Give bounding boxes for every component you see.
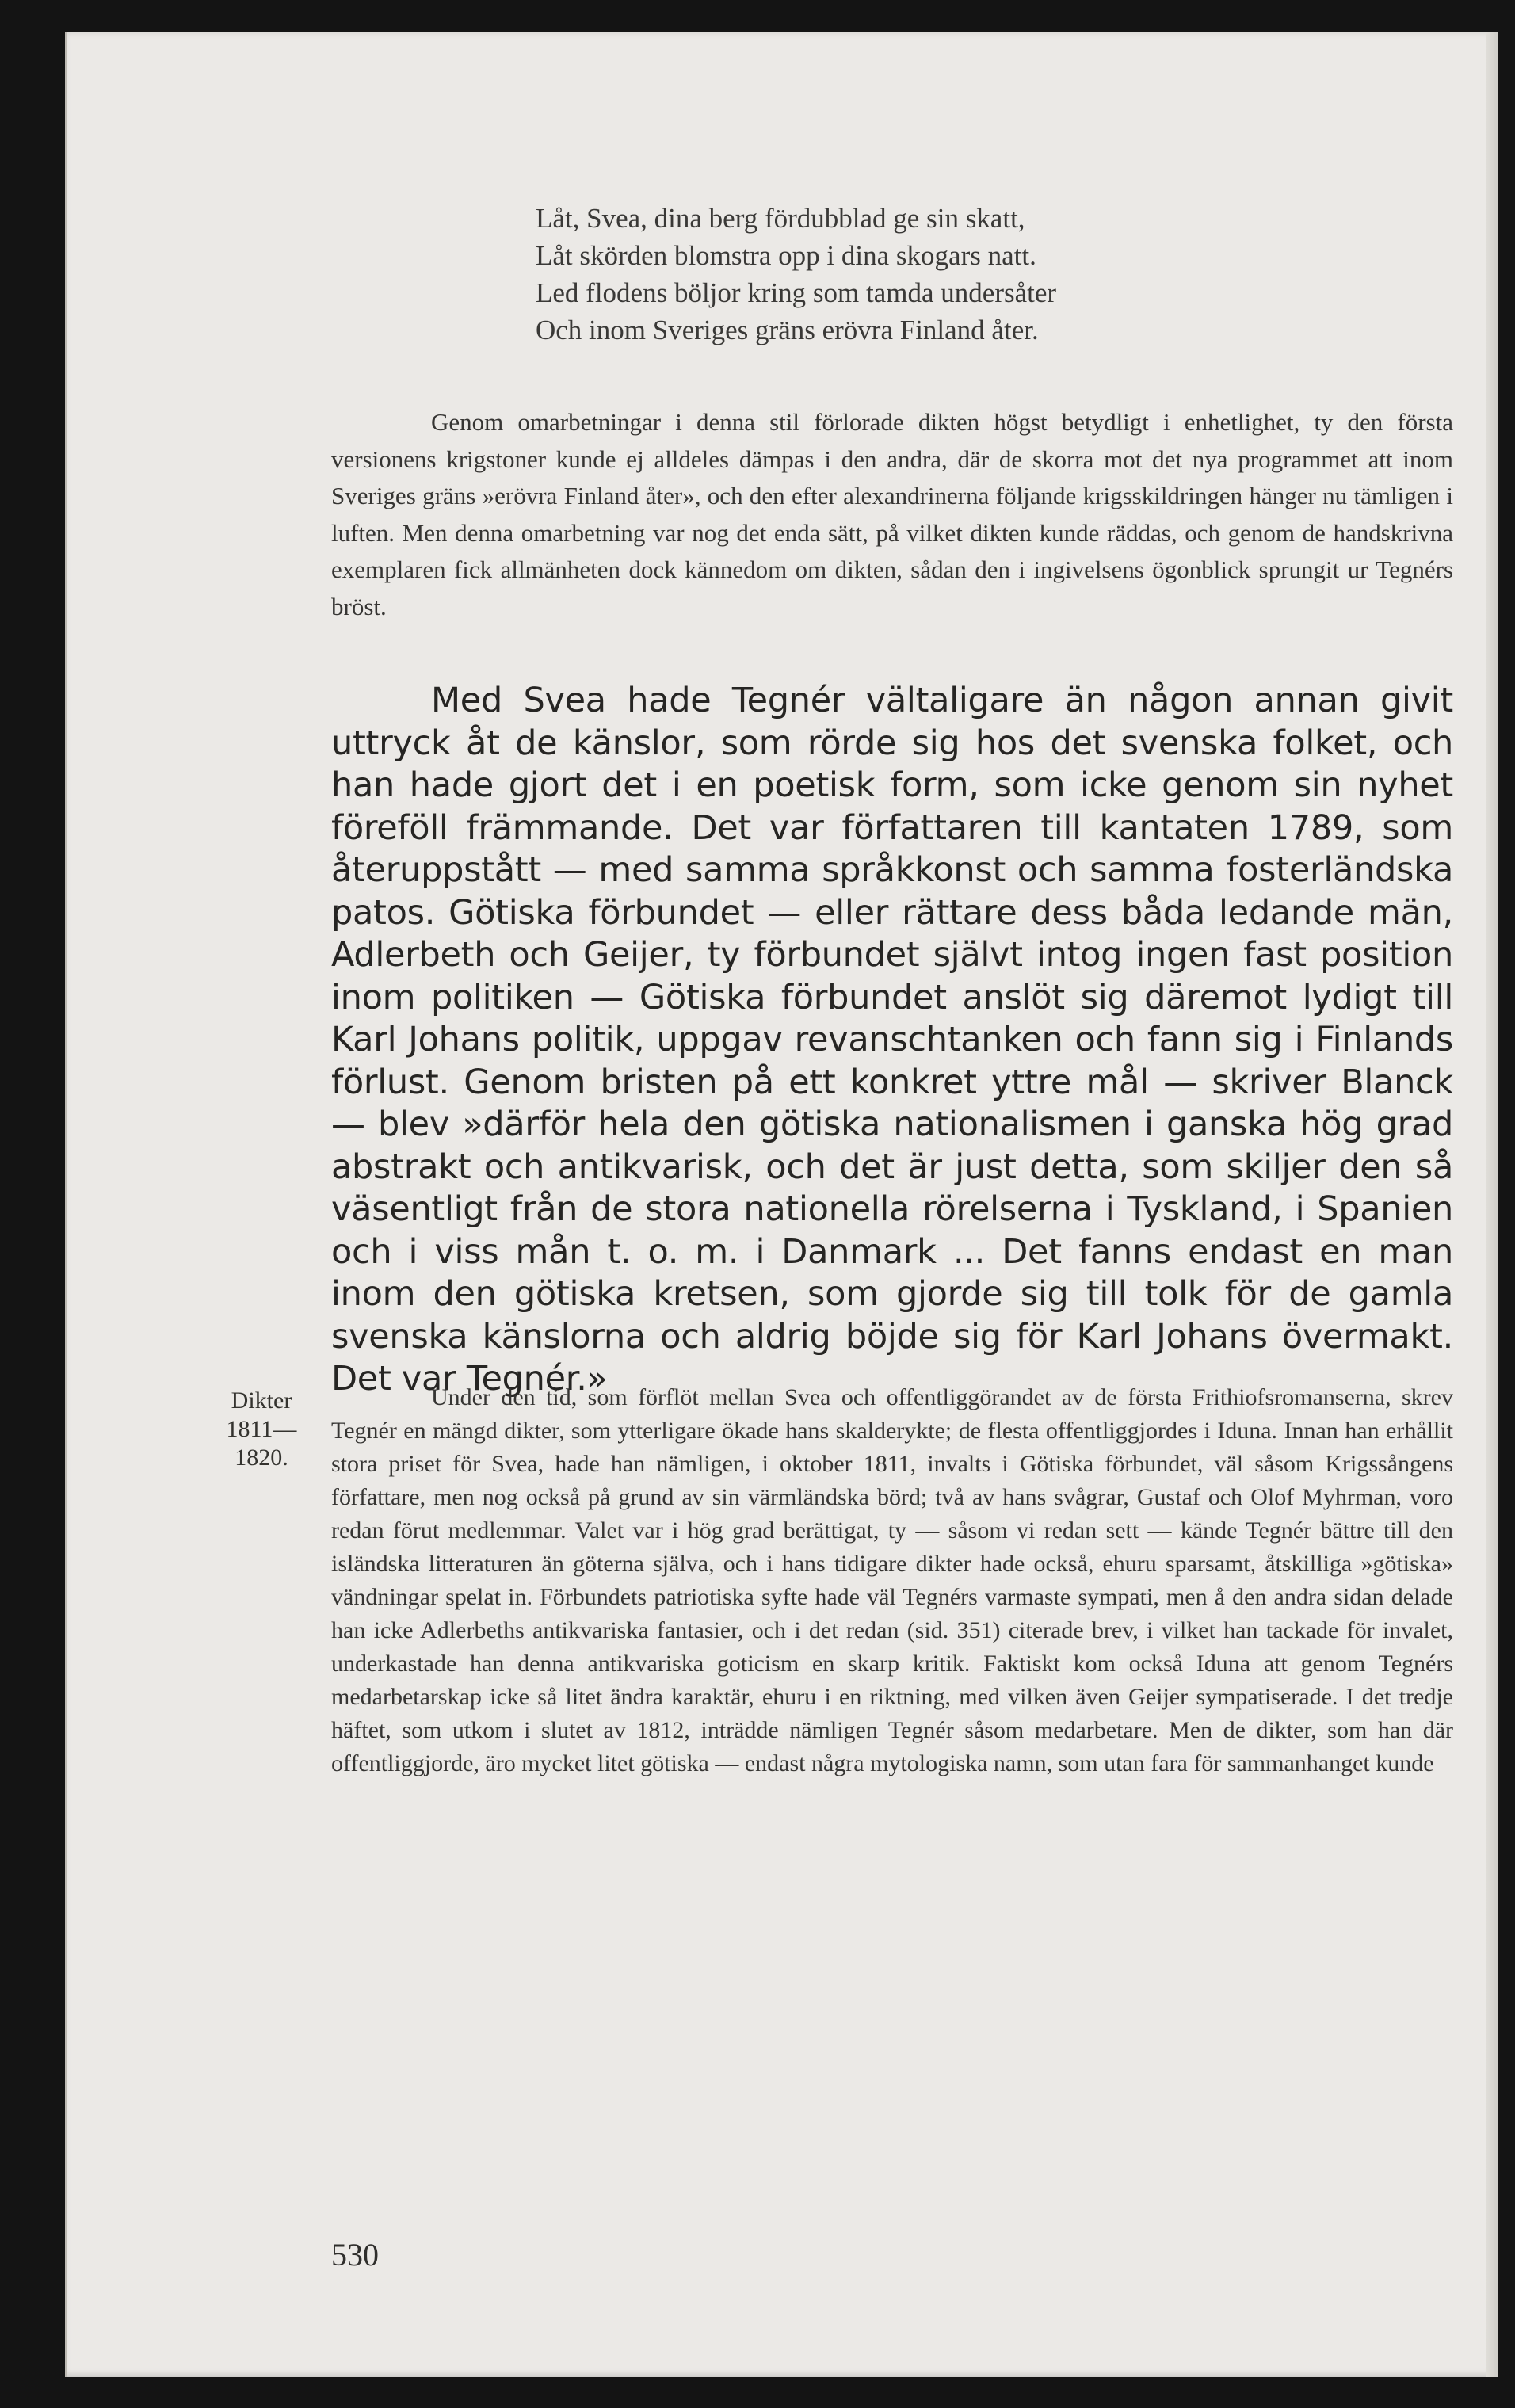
poem-line: Och inom Sveriges gräns erövra Finland åter. (536, 315, 1039, 345)
paragraph-omarbetning: Genom omarbetningar i denna stil förlorade dikten högst betydligt i enhetlighet, ty den första versionens krigstoner kunde ej alldeles dämpas i den andra, där de skorra mot det nya programmet att inom Sveriges gräns »erövra Finland åter», och den efter alexandrinerna följande krigsskildringen hänger nu tämligen i luften. Men denna omarbetning var nog det enda sätt, på vilket dikten kunde räddas, och genom de handskrivna exemplaren fick allmänheten dock kännedom om dikten, sådan den i ingivelsens ögonblick sprungit ur Tegnérs bröst. (331, 408, 1453, 620)
poem-line: Låt skörden blomstra opp i dina skogars natt. (536, 240, 1036, 271)
margin-note-line: 1811— (226, 1416, 297, 1442)
margin-note-line: 1820. (235, 1444, 288, 1471)
paragraph-quotation-blanck: Med Svea hade Tegnér vältaligare än någon annan givit uttryck åt de känslor, som rörde sig hos det svenska folket, och han hade gjort det i en poetisk form, som icke genom sin nyhet föreföll främmande. Det var författaren till kantaten 1789, som återuppstått — med samma språkkonst och samma fosterländska patos. Götiska förbundet — eller rättare dess båda ledande män, Adlerbeth och Geijer, ty förbundet självt intog ingen fast position inom politiken — Götiska förbundet anslöt sig däremot lydigt till Karl Johans politik, uppgav revanschtanken och fann sig i Finlands förlust. Genom bristen på ett konkret yttre mål — skriver Blanck — blev »därför hela den götiska nationalismen i ganska hög grad abstrakt och antikvarisk, och det är just detta, som skiljer den så väsentligt från de stora nationella rörelserna i Tyskland, i Spanien och i viss mån t. o. m. i Danmark ... Det fanns endast en man inom den götiska kretsen, som gjorde sig till tolk för de gamla svenska känslorna och aldrig böjde sig för Karl Johans övermakt. Det var Tegnér.» (331, 681, 1453, 1399)
paragraph-dikter: Under den tid, som förflöt mellan Svea och offentliggörandet av de första Frithiofsromanserna, skrev Tegnér en mängd dikter, som ytterligare ökade hans skalderykte; de flesta offentliggjordes i Iduna. Innan han erhållit stora priset för Svea, hade han nämligen, i oktober 1811, invalts i Götiska förbundet, väl såsom Krigssångens författare, men nog också på grund av sin värmländska börd; två av hans svågrar, Gustaf och Olof Myhrman, voro redan förut medlemmar. Valet var i hög grad berättigat, ty — såsom vi redan sett — kände Tegnér bättre till den isländska litteraturen än göterna själva, och i hans tidigare dikter hade också, ehuru sparsamt, åtskilliga »götiska» vändningar spelat in. Förbundets patriotiska syfte hade väl Tegnérs varmaste sympati, men å den andra sidan delade han icke Adlerbeths antikvariska fantasier, och i det redan (sid. 351) citerade brev, i vilket han tackade för invalet, underkastade han denna antikvariska goticism en skarp kritik. Faktiskt kom också Iduna att genom Tegnérs medarbetarskap icke så litet ändra karaktär, ehuru i en riktning, med vilken även Geijer sympatiserade. I det tredje häftet, som utkom i slutet av 1812, inträdde nämligen Tegnér såsom medarbetare. Men de dikter, som han där offentliggjorde, äro mycket litet götiska — endast några mytologiska namn, som utan fara för sammanhanget kunde (331, 1384, 1453, 1776)
poem-stanza (536, 200, 1328, 349)
gutter-line (65, 32, 67, 2377)
margin-note (214, 1387, 309, 1472)
poem-line: Led flodens böljor kring som tamda undersåter (536, 277, 1057, 308)
page-edge (1486, 32, 1498, 2377)
page-number: 530 (331, 2237, 379, 2273)
poem-line: Låt, Svea, dina berg fördubblad ge sin skatt, (536, 203, 1025, 234)
margin-note-line: Dikter (231, 1387, 292, 1414)
